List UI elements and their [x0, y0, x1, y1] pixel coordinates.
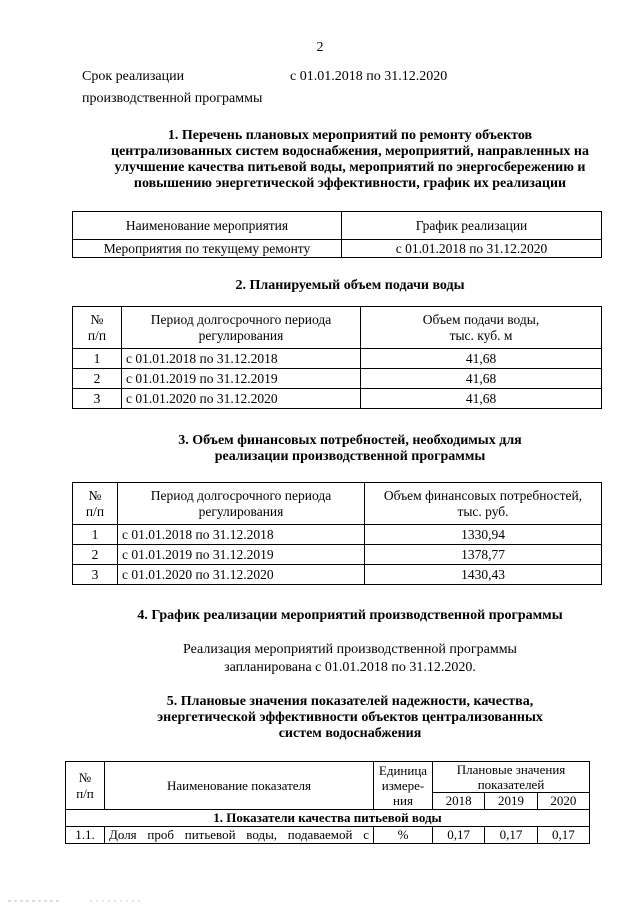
header-unit-line1: Единица: [378, 763, 428, 778]
implementation-period-label-line2: производственной программы: [82, 91, 263, 106]
header-number-line2: п/п: [87, 327, 107, 343]
table-row: [73, 389, 602, 409]
header-number: [73, 483, 118, 525]
header-volume-line2: тыс. куб. м: [449, 327, 513, 343]
header-planned-values: [433, 762, 590, 793]
section1-title-line: повышению энергетической эффективности, график их реализации: [133, 176, 567, 191]
table-row: [73, 240, 602, 258]
header-number-line2: п/п: [85, 503, 105, 519]
cell-value-2020: 0,17: [537, 827, 589, 844]
header-planned-values-line1: Плановые значения: [456, 762, 566, 777]
section3-title: [60, 433, 640, 465]
header-number-line1: №: [78, 769, 92, 785]
cell-period: с 01.01.2020 по 31.12.2020: [118, 565, 365, 585]
section4-text: [60, 641, 640, 677]
header-number-line1: №: [90, 311, 104, 327]
header-number-line2: п/п: [76, 785, 94, 801]
table-header-row: [73, 307, 602, 349]
cell-amount: 1430,43: [365, 565, 602, 585]
header-indicator-name: Наименование показателя: [105, 762, 374, 810]
header-number: [73, 307, 122, 349]
cell-indicator-name: Доля проб питьевой воды, подаваемой с: [105, 827, 374, 844]
header-period-line2: регулирования: [198, 327, 284, 343]
group-title: 1. Показатели качества питьевой воды: [66, 810, 590, 827]
header-financial-needs: [365, 483, 602, 525]
header-period: [118, 483, 365, 525]
indicators-table: [65, 761, 590, 844]
table-row: [73, 545, 602, 565]
header-planned-values-line2: показателей: [477, 777, 545, 792]
cell-period: с 01.01.2020 по 31.12.2020: [122, 389, 361, 409]
cell-volume: 41,68: [361, 369, 602, 389]
header-activity-name: Наименование мероприятия: [73, 212, 342, 240]
cell-period: с 01.01.2018 по 31.12.2018: [118, 525, 365, 545]
cell-number: 2: [73, 369, 122, 389]
group-header-row: [66, 810, 590, 827]
page-number: 2: [316, 40, 324, 55]
implementation-period-value: с 01.01.2018 по 31.12.2020: [290, 69, 448, 84]
table-header-row: [66, 762, 590, 793]
table-row: [73, 525, 602, 545]
section2-title: 2. Планируемый объем подачи воды: [235, 278, 465, 293]
header-schedule: График реализации: [342, 212, 602, 240]
implementation-period-label-line1: Срок реализации: [82, 69, 185, 84]
table-header-row: [73, 212, 602, 240]
section4-text-line: Реализация мероприятий производственной программы: [183, 642, 517, 657]
header-unit: [374, 762, 433, 810]
header-year: 2018: [433, 793, 485, 810]
header-volume-line1: Объем подачи воды,: [422, 311, 540, 327]
header-number-line1: №: [88, 487, 102, 503]
scan-edge-artifact: [0, 895, 640, 905]
section1-title-line: централизованных систем водоснабжения, мероприятий, направленных на: [111, 144, 589, 159]
header-financial-needs-line1: Объем финансовых потребностей,: [383, 487, 583, 503]
header-number: [66, 762, 105, 810]
cell-number: 2: [73, 545, 118, 565]
section4-title: 4. График реализации мероприятий производственной программы: [137, 608, 563, 623]
cell-number: 1: [73, 525, 118, 545]
cell-number: 1: [73, 349, 122, 369]
cell-schedule: с 01.01.2018 по 31.12.2020: [342, 240, 602, 258]
table-row: [73, 369, 602, 389]
water-supply-table: [72, 306, 602, 409]
implementation-period-label: [82, 66, 282, 110]
table-row: [66, 827, 590, 844]
header-period-line1: Период долгосрочного периода: [150, 311, 332, 327]
section5-title: [60, 694, 640, 742]
cell-volume: 41,68: [361, 389, 602, 409]
table-row: [73, 565, 602, 585]
header-period-line1: Период долгосрочного периода: [150, 487, 332, 503]
cell-volume: 41,68: [361, 349, 602, 369]
header-period-line2: регулирования: [198, 503, 284, 519]
cell-value-2019: 0,17: [485, 827, 537, 844]
cell-number: 3: [73, 565, 118, 585]
section1-title: [60, 128, 640, 192]
cell-period: с 01.01.2019 по 31.12.2019: [118, 545, 365, 565]
table-header-row: [73, 483, 602, 525]
header-financial-needs-line2: тыс. руб.: [457, 503, 509, 519]
section5-title-line: энергетической эффективности объектов централизованных: [157, 710, 543, 725]
header-volume: [361, 307, 602, 349]
cell-period: с 01.01.2018 по 31.12.2018: [122, 349, 361, 369]
financial-needs-table: [72, 482, 602, 585]
cell-number: 1.1.: [66, 827, 105, 844]
section1-title-line: 1. Перечень плановых мероприятий по ремонту объектов: [167, 128, 533, 143]
table-row: [73, 349, 602, 369]
cell-amount: 1378,77: [365, 545, 602, 565]
cell-period: с 01.01.2019 по 31.12.2019: [122, 369, 361, 389]
section3-title-line: 3. Объем финансовых потребностей, необходимых для: [178, 433, 522, 448]
section1-title-line: улучшение качества питьевой воды, мероприятий по энергосбережению и: [114, 160, 586, 175]
cell-value-2018: 0,17: [433, 827, 485, 844]
activities-table: [72, 211, 602, 258]
section5-title-line: 5. Плановые значения показателей надежности, качества,: [166, 694, 534, 709]
cell-number: 3: [73, 389, 122, 409]
section5-title-line: систем водоснабжения: [278, 726, 422, 741]
header-year: 2020: [537, 793, 589, 810]
header-year: 2019: [485, 793, 537, 810]
header-unit-line3: ния: [393, 793, 413, 808]
header-unit-line2: измере-: [381, 778, 425, 793]
section3-title-line: реализации производственной программы: [214, 449, 486, 464]
header-period: [122, 307, 361, 349]
cell-unit: %: [374, 827, 433, 844]
cell-activity: Мероприятия по текущему ремонту: [73, 240, 342, 258]
section4-text-line: запланирована с 01.01.2018 по 31.12.2020.: [224, 660, 476, 675]
cell-amount: 1330,94: [365, 525, 602, 545]
